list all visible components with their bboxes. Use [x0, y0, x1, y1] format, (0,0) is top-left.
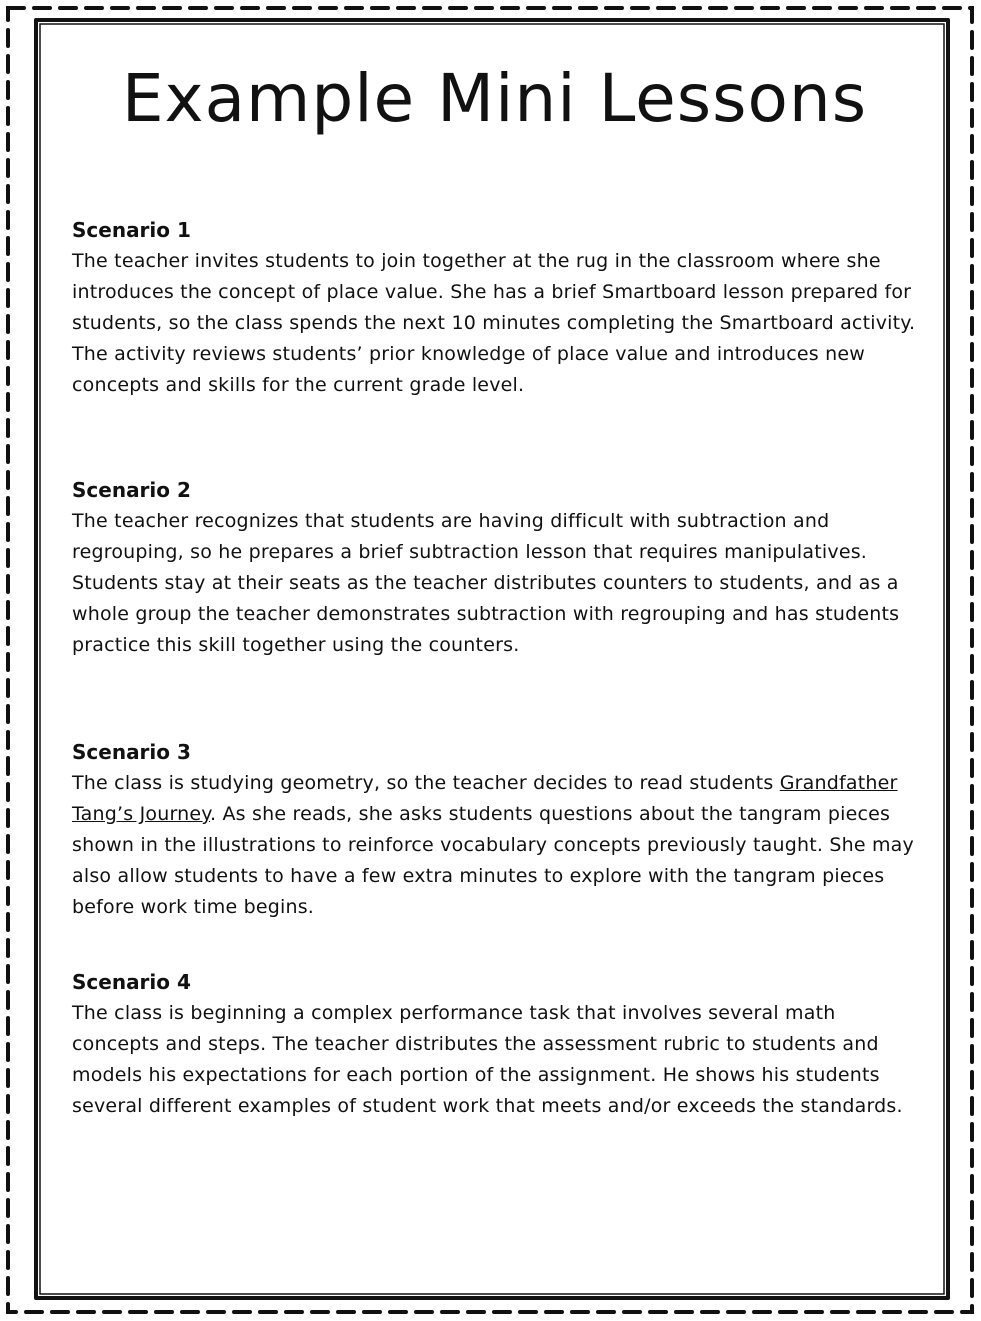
scenario-body: The teacher invites students to join together at the rug in the classroom where she introduces the concept of place value. She has a brief Smartboard lesson prepared for students, so the class spends the next 10 minutes completing the Smartboard activity. The activity reviews students’ prior knowledge of place value and introduces new concepts and skills for the current grade level. [72, 250, 916, 396]
book-title: Grandfather Tang’s Journey [72, 772, 898, 825]
scenario-body [72, 768, 917, 923]
scenario-heading: Scenario 3 [72, 740, 191, 764]
scenario-3 [72, 740, 917, 923]
scenario-4 [72, 970, 917, 1122]
scenario-2 [72, 478, 917, 661]
scenario-body: The class is beginning a complex performance task that involves several math concepts and steps. The teacher distributes the assessment rubric to students and models his expectations for each portion of the assignment. He shows his students several different examples of student work that meets and/or exceeds the standards. [72, 1002, 903, 1117]
scenario-body: The teacher recognizes that students are having difficult with subtraction and regrouping, so he prepares a brief subtraction lesson that requires manipulatives. Students stay at their seats as the teacher distributes counters to students, and as a whole group the teacher demonstrates subtraction with regrouping and has students practice this skill together using the counters. [72, 510, 900, 656]
scenario-heading: Scenario 1 [72, 218, 191, 242]
scenario-heading: Scenario 2 [72, 478, 191, 502]
page-content [72, 60, 917, 137]
scenario-body-text: . As she reads, she asks students questions about the tangram pieces shown in the illustrations to reinforce vocabulary concepts previously taught. She may also allow students to have a few extra minutes to explore with the tangram pieces before work time begins. [72, 803, 914, 918]
scenario-1 [72, 218, 917, 401]
page-title: Example Mini Lessons [121, 60, 868, 137]
scenario-body-text: The class is studying geometry, so the teacher decides to read students [72, 772, 780, 794]
scenario-heading: Scenario 4 [72, 970, 191, 994]
